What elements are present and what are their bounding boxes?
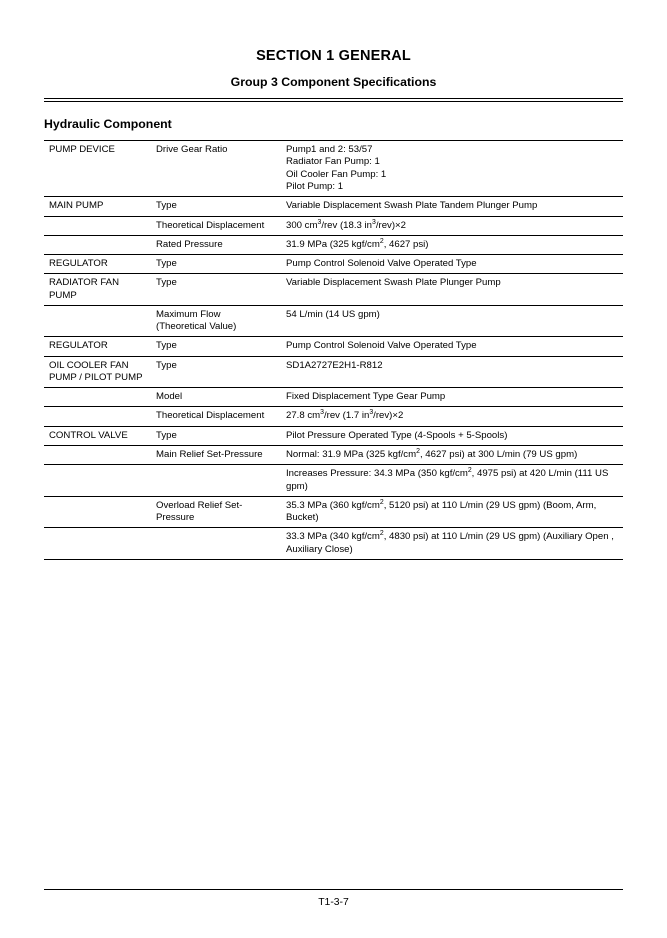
cell-value: Pump Control Solenoid Valve Operated Type — [281, 337, 623, 356]
cell-value: Variable Displacement Swash Plate Tandem Plunger Pump — [281, 197, 623, 216]
cell-value: Fixed Displacement Type Gear Pump — [281, 388, 623, 407]
cell-value: 31.9 MPa (325 kgf/$cm^2$, 4627 psi) — [281, 235, 623, 254]
table-row — [44, 235, 623, 254]
cell-value: Pilot Pressure Operated Type (4-Spools + 5-Spools) — [281, 426, 623, 445]
cell-group — [44, 216, 151, 235]
cell-value: 54 L/min (14 US gpm) — [281, 305, 623, 337]
cell-item: Type — [151, 197, 281, 216]
section-heading: Hydraulic Component — [44, 117, 172, 132]
table-row — [44, 356, 623, 388]
table-row — [44, 141, 623, 197]
cell-value: 35.3 MPa (360 kgf/$cm^2$, 5120 psi) at 110 L/min (29 US gpm) (Boom, Arm, Bucket) — [281, 496, 623, 528]
page-footer — [44, 889, 623, 908]
cell-item: Overload Relief Set- Pressure — [151, 496, 281, 528]
cell-group: PUMP DEVICE — [44, 141, 151, 197]
header-divider — [44, 98, 623, 102]
cell-value: 300 $cm^3$/rev (18.3 $in^3/rev)\times 2$ — [281, 216, 623, 235]
cell-item: Type — [151, 274, 281, 306]
cell-item: Type — [151, 255, 281, 274]
footer-divider — [44, 889, 623, 890]
cell-item — [151, 465, 281, 497]
cell-value: 27.8 $cm^3$/rev (1.7 $in^3/rev)\times 2$ — [281, 407, 623, 426]
cell-group — [44, 465, 151, 497]
cell-item: Rated Pressure — [151, 235, 281, 254]
cell-group — [44, 445, 151, 464]
cell-group — [44, 305, 151, 337]
table-row — [44, 528, 623, 560]
cell-item: Type — [151, 426, 281, 445]
cell-group: MAIN PUMP — [44, 197, 151, 216]
table-row — [44, 274, 623, 306]
cell-value: 33.3 MPa (340 kgf/$cm^2$, 4830 psi) at 110 L/min (29 US gpm) (Auxiliary Open , Auxiliary Close) — [281, 528, 623, 560]
cell-value: Pump1 and 2: 53/57 Radiator Fan Pump: 1 Oil Cooler Fan Pump: 1 Pilot Pump: 1 — [281, 141, 623, 197]
table-row — [44, 496, 623, 528]
cell-item: Main Relief Set-Pressure — [151, 445, 281, 464]
cell-value: Variable Displacement Swash Plate Plunger Pump — [281, 274, 623, 306]
cell-value: Pump Control Solenoid Valve Operated Type — [281, 255, 623, 274]
hydraulic-component-table — [44, 140, 623, 560]
cell-group — [44, 528, 151, 560]
cell-item: Type — [151, 337, 281, 356]
page-subtitle: Group 3 Component Specifications — [230, 75, 437, 89]
cell-group — [44, 496, 151, 528]
table-row — [44, 216, 623, 235]
table-row — [44, 305, 623, 337]
cell-item — [151, 528, 281, 560]
cell-item: Drive Gear Ratio — [151, 141, 281, 197]
table-row — [44, 465, 623, 497]
cell-group: OIL COOLER FAN PUMP / PILOT PUMP — [44, 356, 151, 388]
cell-group — [44, 407, 151, 426]
cell-item: Model — [151, 388, 281, 407]
table-row — [44, 445, 623, 464]
cell-item: Theoretical Displacement — [151, 216, 281, 235]
table-row — [44, 426, 623, 445]
table-row — [44, 407, 623, 426]
page-title: SECTION 1 GENERAL — [256, 48, 411, 64]
table-row — [44, 337, 623, 356]
page-header — [44, 0, 623, 89]
cell-group: REGULATOR — [44, 255, 151, 274]
cell-value: Normal: 31.9 MPa (325 kgf/$cm^2$, 4627 psi) at 300 L/min (79 US gpm) — [281, 445, 623, 464]
table-row — [44, 255, 623, 274]
cell-item: Type — [151, 356, 281, 388]
cell-group: CONTROL VALVE — [44, 426, 151, 445]
cell-group — [44, 388, 151, 407]
cell-item: Maximum Flow (Theoretical Value) — [151, 305, 281, 337]
cell-group: RADIATOR FAN PUMP — [44, 274, 151, 306]
cell-group: REGULATOR — [44, 337, 151, 356]
cell-group — [44, 235, 151, 254]
cell-value: SD1A2727E2H1-R812 — [281, 356, 623, 388]
table-row — [44, 388, 623, 407]
cell-value: Increases Pressure: 34.3 MPa (350 kgf/$cm^2$, 4975 psi) at 420 L/min (111 US gpm) — [281, 465, 623, 497]
table-row — [44, 197, 623, 216]
cell-item: Theoretical Displacement — [151, 407, 281, 426]
page-number: T1-3-7 — [318, 897, 349, 908]
